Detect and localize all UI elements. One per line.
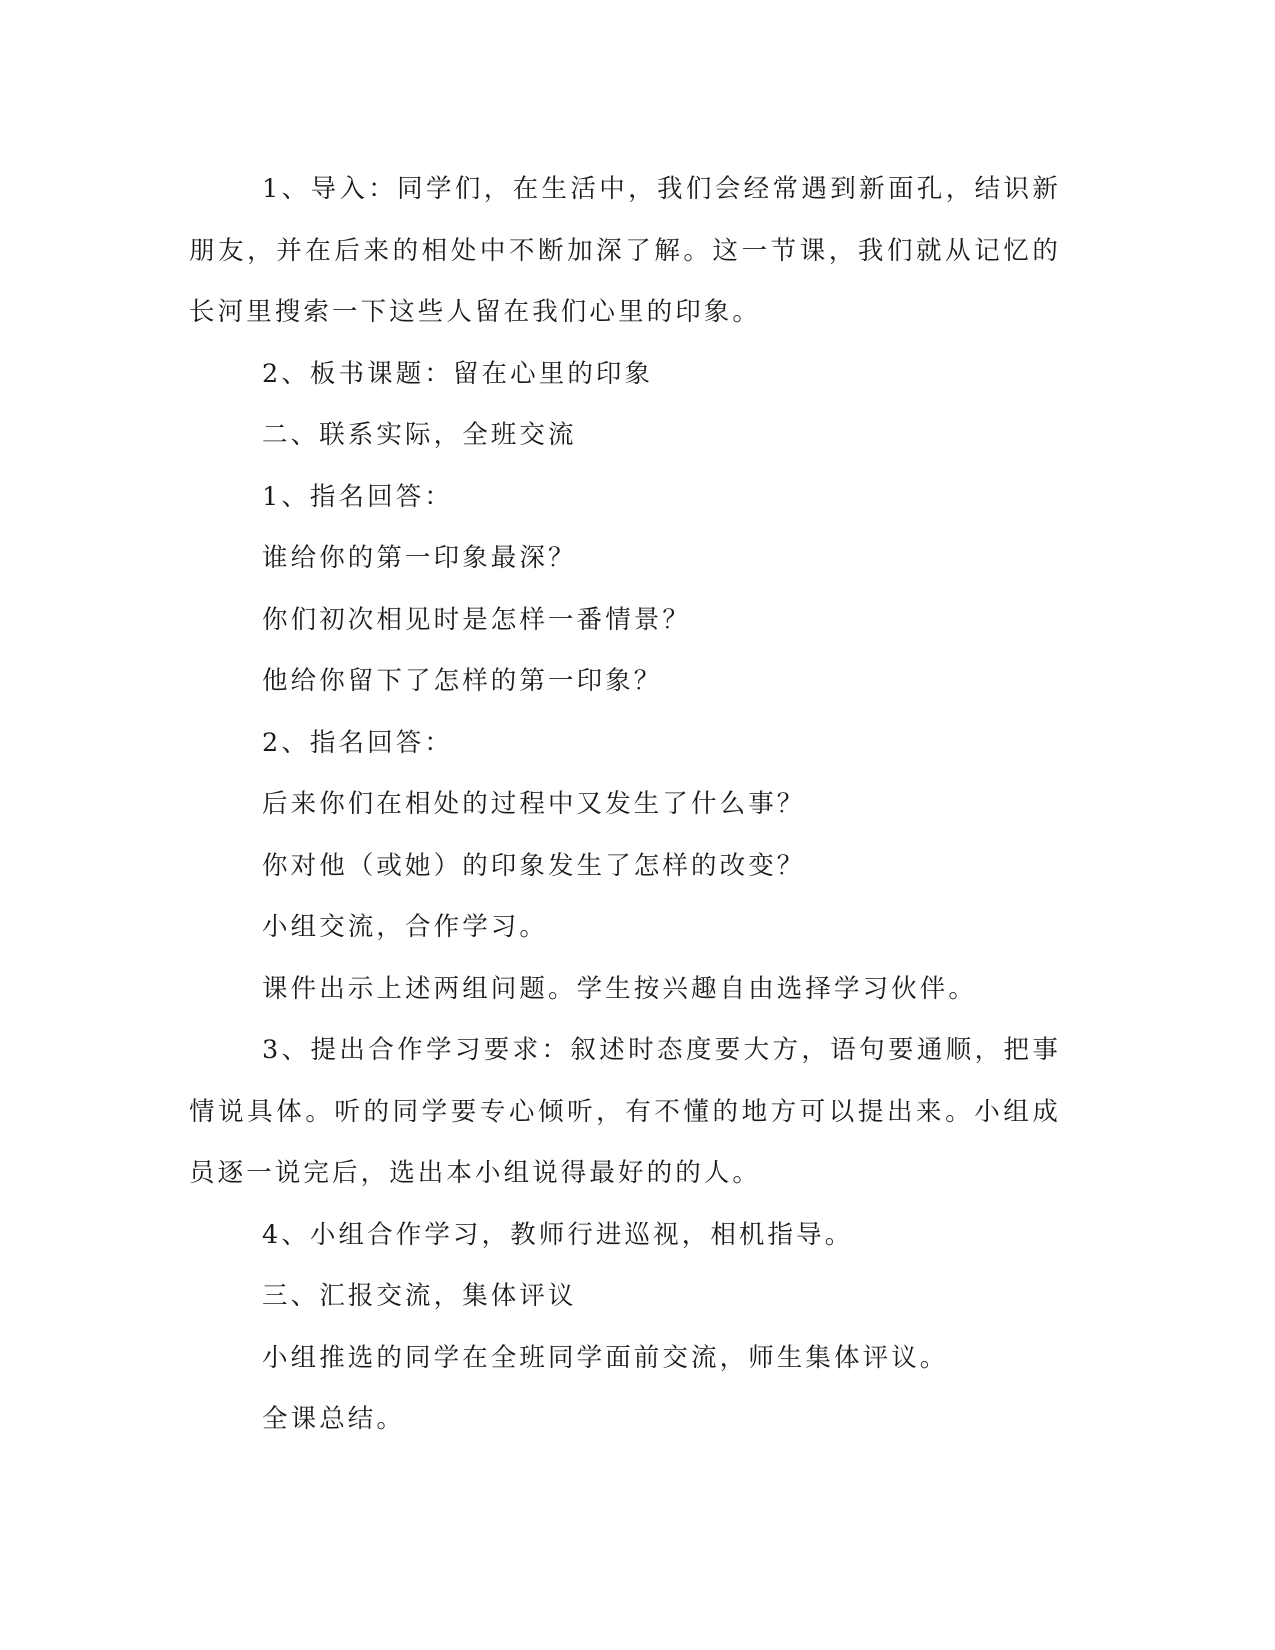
paragraph-requirements: 3、提出合作学习要求：叙述时态度要大方，语句要通顺，把事情说具体。听的同学要专心倾听，有不懂的地方可以提出来。小组成员逐一说完后，选出本小组说得最好的的人。	[189, 1035, 1061, 1188]
paragraph-group-exchange: 小组交流，合作学习。	[262, 912, 549, 942]
question-4: 后来你们在相处的过程中又发生了什么事？	[262, 789, 806, 819]
paragraph-report: 小组推选的同学在全班同学面前交流，师生集体评议。	[262, 1342, 949, 1373]
paragraph-answer-1: 1、指名回答：	[262, 481, 453, 512]
section-heading-2: 二、联系实际，全班交流	[262, 420, 577, 450]
section-heading-3: 三、汇报交流，集体评议	[262, 1281, 577, 1311]
question-3: 他给你留下了怎样的第一印象？	[262, 666, 663, 696]
paragraph-summary: 全课总结。	[262, 1404, 406, 1434]
question-1: 谁给你的第一印象最深？	[262, 543, 577, 573]
paragraph-board-title: 2、板书课题：留在心里的印象	[262, 358, 654, 389]
paragraph-group-study: 4、小组合作学习，教师行进巡视，相机指导。	[262, 1219, 854, 1250]
paragraph-courseware: 课件出示上述两组问题。学生按兴趣自由选择学习伙伴。	[262, 973, 978, 1004]
paragraph-answer-2: 2、指名回答：	[262, 727, 453, 758]
document-body	[189, 159, 1061, 1451]
question-5: 你对他（或她）的印象发生了怎样的改变？	[262, 850, 806, 881]
paragraph-intro: 1、导入：同学们，在生活中，我们会经常遇到新面孔，结识新朋友，并在后来的相处中不断加深了解。这一节课，我们就从记忆的长河里搜索一下这些人留在我们心里的印象。	[189, 174, 1061, 327]
question-2: 你们初次相见时是怎样一番情景？	[262, 604, 692, 635]
